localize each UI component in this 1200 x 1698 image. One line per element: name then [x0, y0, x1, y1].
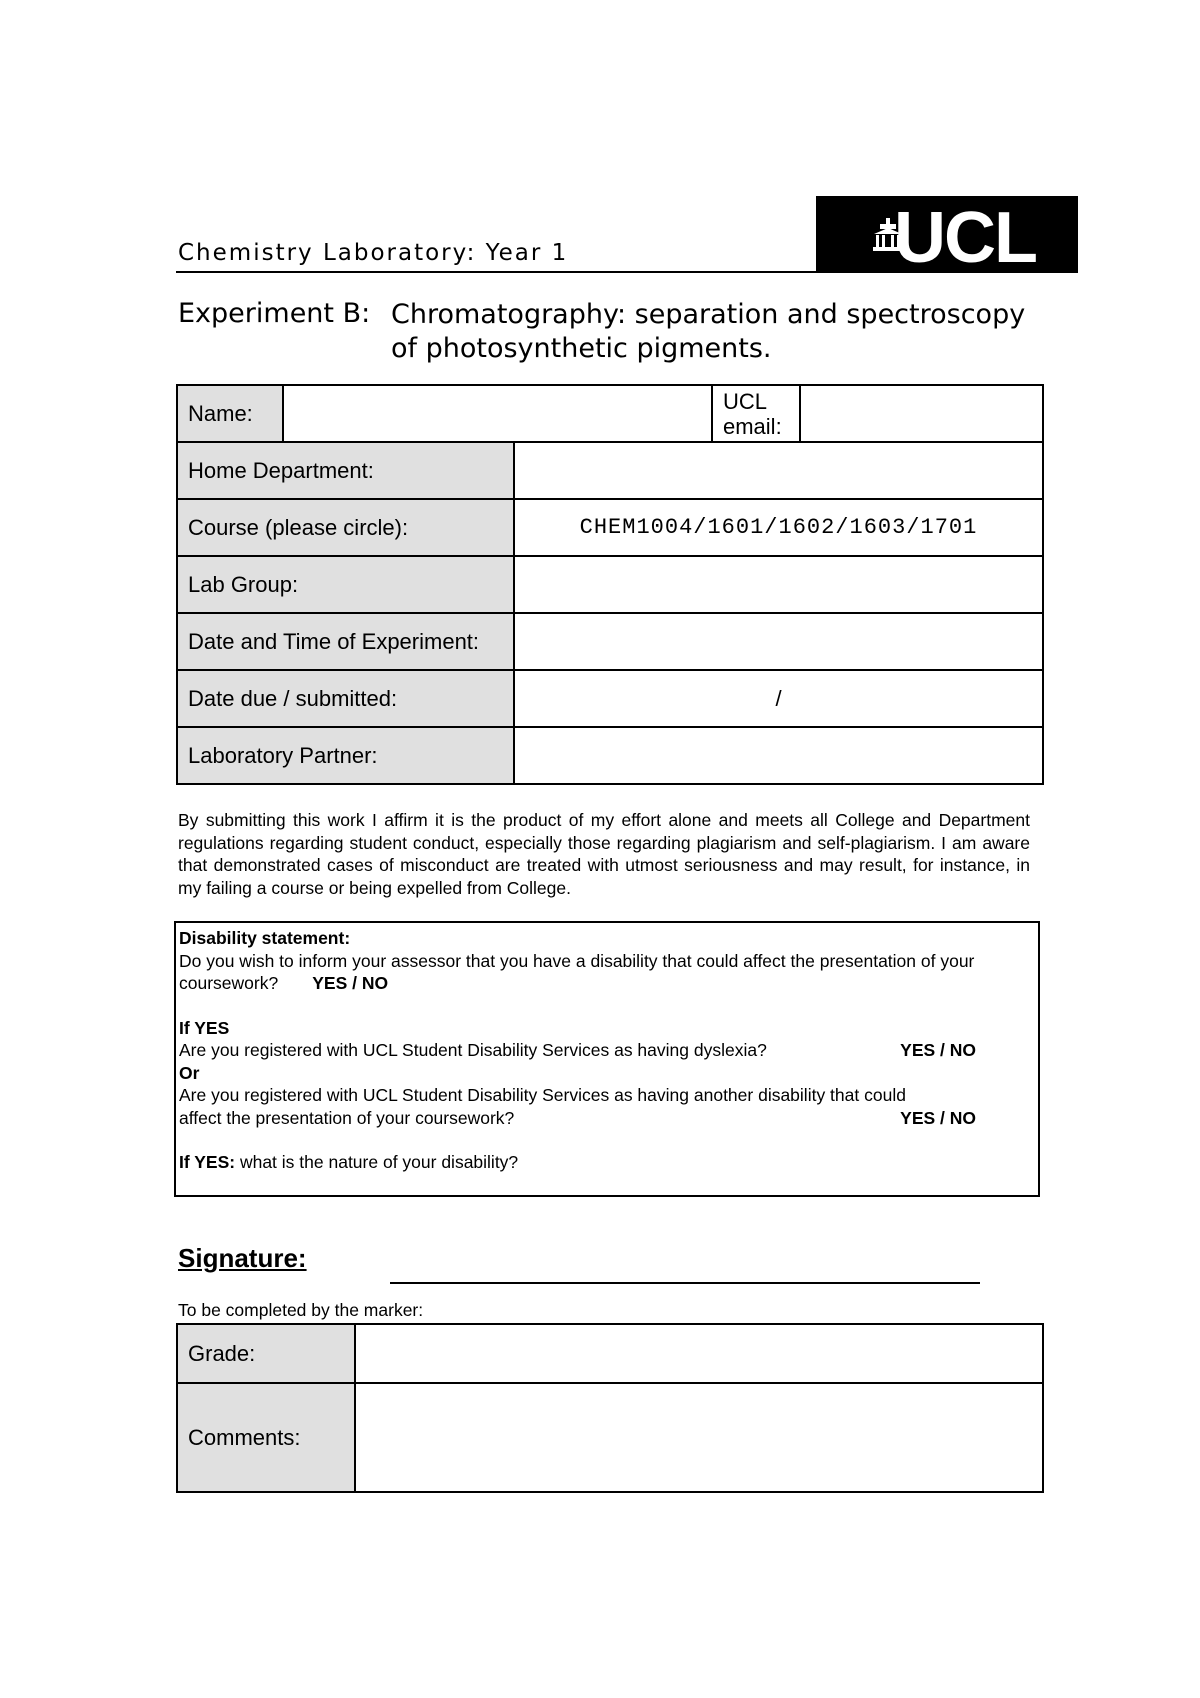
experiment-label: Experiment B:: [178, 298, 371, 329]
lab-group-label: Lab Group:: [177, 556, 514, 613]
if-yes-heading: If YES: [179, 1017, 230, 1038]
name-field[interactable]: [283, 385, 712, 442]
disability-q1-text: Do you wish to inform your assessor that you have a disability that could affect the presentation of your coursework?: [179, 950, 975, 993]
course-field[interactable]: CHEM1004/1601/1602/1603/1701: [514, 499, 1043, 556]
experiment-title: [391, 298, 1051, 366]
home-department-field[interactable]: [514, 442, 1043, 499]
name-label: Name:: [177, 385, 283, 442]
header-rule: [176, 271, 816, 273]
or-label: Or: [179, 1062, 200, 1083]
disability-nature-bold: If YES:: [179, 1152, 236, 1172]
datetime-field[interactable]: [514, 613, 1043, 670]
date-due-label: Date due / submitted:: [177, 670, 514, 727]
experiment-title-line2: of photosynthetic pigments.: [391, 333, 772, 364]
marker-table: [176, 1323, 1044, 1493]
disability-heading: Disability statement:: [179, 928, 351, 948]
datetime-label: Date and Time of Experiment:: [177, 613, 514, 670]
home-department-label: Home Department:: [177, 442, 514, 499]
signature-label: Signature:: [178, 1243, 307, 1273]
disability-q3-line1: Are you registered with UCL Student Disability Services as having another disability that could: [179, 1085, 906, 1105]
marker-note: To be completed by the marker:: [178, 1300, 424, 1320]
disability-statement-box: [174, 921, 1040, 1197]
disability-q3-answer[interactable]: YES / NO: [900, 1107, 976, 1128]
comments-label: Comments:: [177, 1383, 355, 1492]
disability-nature-question: [179, 1151, 1026, 1174]
course-label: Course (please circle):: [177, 499, 514, 556]
experiment-title-line1: Chromatography: separation and spectroscopy: [391, 299, 1026, 330]
email-field[interactable]: [800, 385, 1043, 442]
disability-q1-answer[interactable]: YES / NO: [312, 973, 389, 993]
email-label-line1: UCL: [723, 388, 768, 414]
declaration-text: By submitting this work I affirm it is the product of my effort alone and meets all College and Department regulations regarding student conduct, especially those regarding plagiarism and self-plagiarism. I am aware that demonstrated cases of misconduct are treated with utmost seriousness and may result, for instance, in my failing a course or being expelled from College.: [178, 810, 1030, 898]
grade-field[interactable]: [355, 1324, 1043, 1383]
lab-title: Chemistry Laboratory: Year 1: [178, 240, 569, 266]
disability-question-3: [179, 1107, 1026, 1130]
grade-label: Grade:: [177, 1324, 355, 1383]
ucl-logo: [816, 196, 1078, 278]
signature-line[interactable]: [390, 1282, 980, 1284]
email-label-line2: email:: [723, 413, 782, 439]
lab-group-field[interactable]: [514, 556, 1043, 613]
disability-question-2: [179, 1039, 1026, 1062]
disability-q2-answer[interactable]: YES / NO: [900, 1040, 976, 1060]
disability-question-1: [179, 950, 1026, 995]
disability-nature-text: what is the nature of your disability?: [235, 1152, 519, 1172]
date-due-field[interactable]: /: [514, 670, 1043, 727]
partner-label: Laboratory Partner:: [177, 727, 514, 784]
disability-q2-text: Are you registered with UCL Student Disability Services as having dyslexia?: [179, 1040, 767, 1060]
partner-field[interactable]: [514, 727, 1043, 784]
student-details-table: [176, 384, 1044, 785]
email-label: [712, 385, 800, 442]
comments-field[interactable]: [355, 1383, 1043, 1492]
disability-q3-line2: affect the presentation of your coursework?: [179, 1107, 515, 1128]
ucl-logo-text: UCL: [894, 198, 1036, 278]
